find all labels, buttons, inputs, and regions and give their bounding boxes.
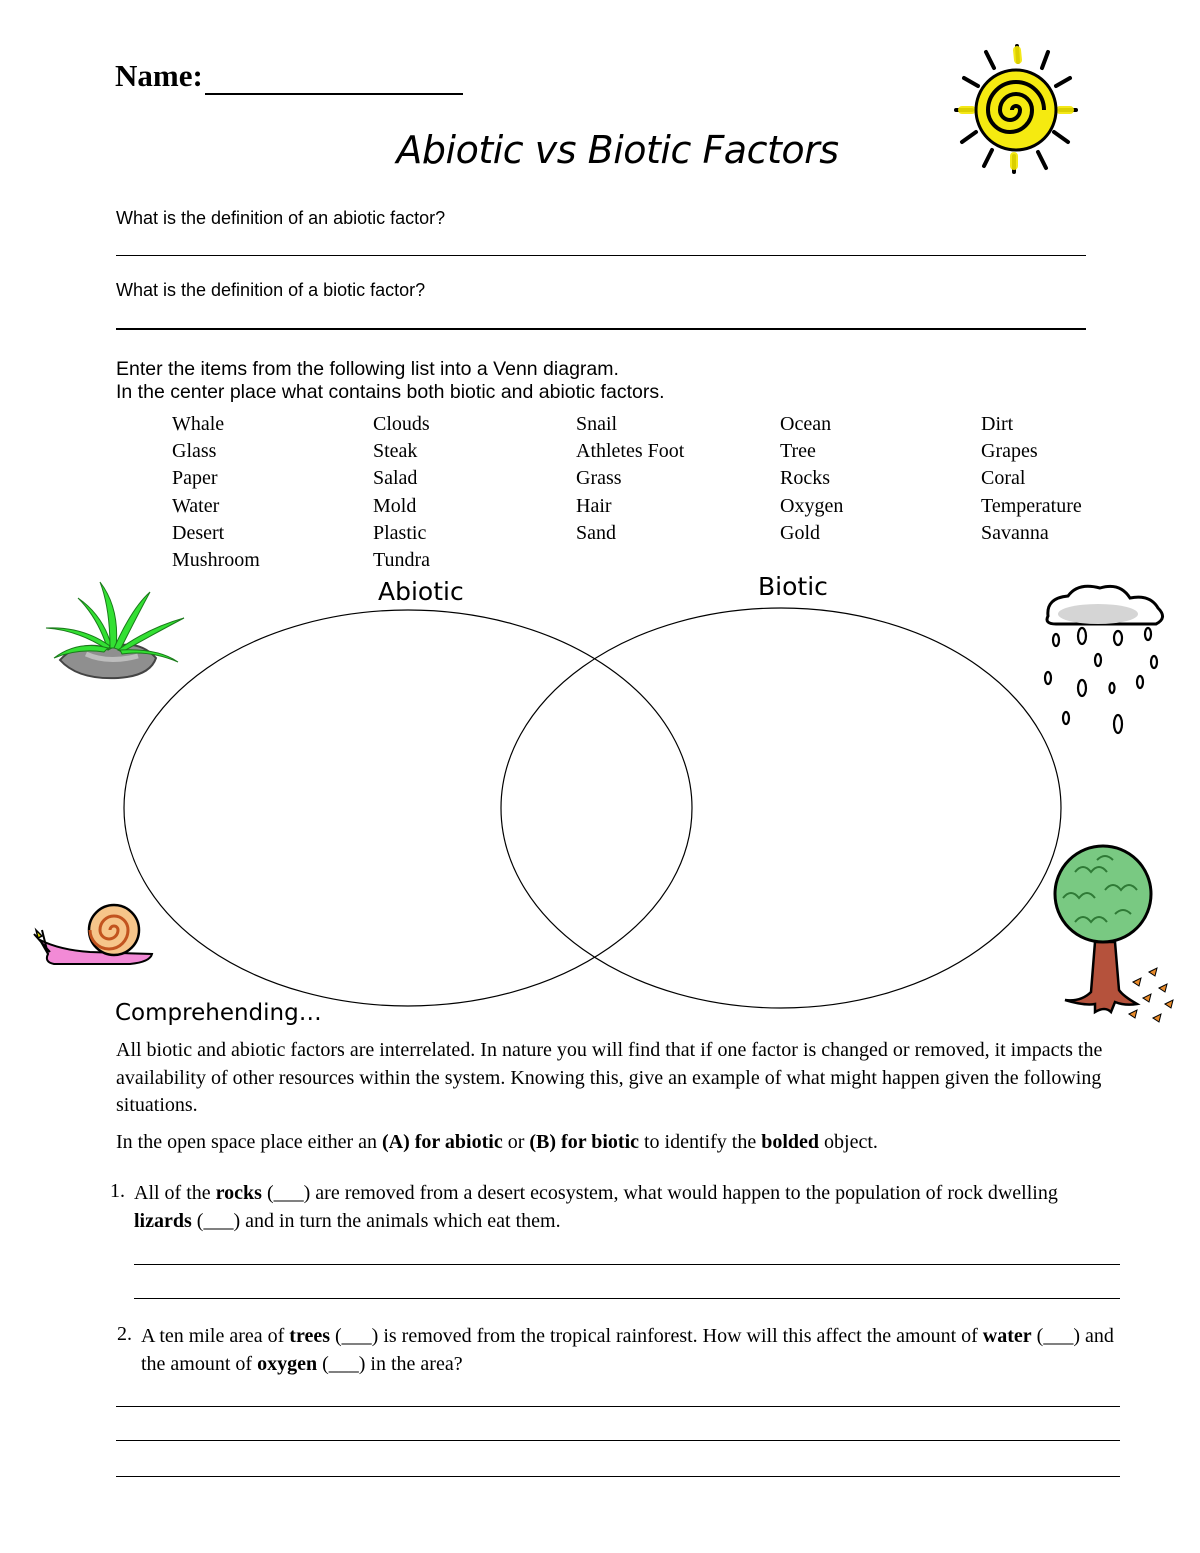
- word-item: Temperature: [981, 494, 1082, 517]
- grass-on-rock-icon: [38, 578, 188, 683]
- rain-cloud-icon: [1038, 578, 1168, 743]
- comprehending-instructions: [116, 1131, 878, 1154]
- instr-a-text: for abiotic: [414, 1131, 503, 1153]
- q1-text: (___) and in turn the animals which eat them.: [191, 1209, 561, 1232]
- instr-b-text: for biotic: [561, 1131, 639, 1153]
- venn-circle-biotic[interactable]: [501, 608, 1061, 1008]
- word-item: Steak: [373, 440, 418, 463]
- name-label: Name:: [115, 58, 203, 93]
- instr-bolded-word: bolded: [761, 1131, 820, 1153]
- venn-label-biotic: Biotic: [758, 572, 828, 601]
- q2-bold-water: water: [982, 1325, 1032, 1347]
- instr-text: to identify the: [639, 1131, 762, 1153]
- snail-icon: [30, 900, 160, 968]
- word-item: Grapes: [981, 440, 1038, 463]
- abiotic-definition-question: What is the definition of an abiotic factor?: [116, 208, 446, 228]
- question-1-answer-line[interactable]: [134, 1264, 1120, 1265]
- instr-text: object.: [819, 1131, 878, 1153]
- question-2-answer-line[interactable]: [116, 1406, 1120, 1407]
- word-item: Rocks: [780, 467, 830, 490]
- biotic-definition-question: What is the definition of a biotic factor?: [116, 280, 426, 300]
- word-item: Clouds: [373, 413, 430, 435]
- venn-label-abiotic: Abiotic: [378, 577, 464, 606]
- page-title: Abiotic vs Biotic Factors: [396, 128, 839, 172]
- word-item: Dirt: [981, 413, 1014, 435]
- word-item: Tree: [780, 440, 816, 463]
- q2-text: (___) is removed from the tropical rainforest. How will this affect the amount of: [330, 1325, 983, 1347]
- word-item: Water: [172, 494, 220, 517]
- venn-instruction-line-2: In the center place what contains both biotic and abiotic factors.: [116, 381, 665, 403]
- instr-b-label: (B): [529, 1131, 557, 1153]
- q1-bold-lizards: lizards: [134, 1209, 192, 1232]
- word-item: Paper: [172, 467, 218, 490]
- word-item: Ocean: [780, 413, 832, 435]
- q2-bold-oxygen: oxygen: [257, 1352, 318, 1375]
- word-item: Salad: [373, 467, 418, 490]
- word-item: Hair: [576, 494, 612, 517]
- word-item: Grass: [576, 467, 622, 490]
- q1-bold-rocks: rocks: [215, 1182, 262, 1204]
- q2-text: (___) and the amount of: [141, 1325, 1114, 1375]
- word-item: Gold: [780, 521, 820, 544]
- word-item: Desert: [172, 521, 225, 544]
- word-item: Whale: [172, 413, 225, 435]
- instr-text: In the open space place either an: [116, 1131, 382, 1153]
- instr-a-label: (A): [381, 1131, 410, 1153]
- question-1-number: 1.: [110, 1180, 125, 1202]
- q2-bold-trees: trees: [289, 1325, 330, 1347]
- question-1-text: [134, 1180, 1109, 1235]
- venn-circle-abiotic[interactable]: [124, 610, 692, 1006]
- word-item: Athletes Foot: [576, 440, 685, 463]
- q1-text: (___) are removed from a desert ecosystem, what would happen to the population of rock dwelling: [261, 1182, 1058, 1204]
- word-item: Oxygen: [780, 494, 844, 517]
- question-1-answer-line[interactable]: [134, 1298, 1120, 1299]
- q2-text: (___) in the area?: [317, 1352, 463, 1375]
- word-item: Savanna: [981, 521, 1049, 544]
- question-2-answer-line[interactable]: [116, 1440, 1120, 1441]
- word-item: Coral: [981, 467, 1026, 490]
- word-item: Plastic: [373, 521, 427, 544]
- q1-text: All of the: [134, 1182, 216, 1204]
- question-2-answer-line[interactable]: [116, 1476, 1120, 1477]
- word-item: Snail: [576, 413, 618, 435]
- venn-instruction-line-1: Enter the items from the following list into a Venn diagram.: [116, 358, 619, 380]
- question-2-number: 2.: [117, 1323, 132, 1345]
- tree-icon: [1045, 842, 1180, 1024]
- word-item: Glass: [172, 440, 217, 463]
- word-item: Mushroom: [172, 549, 260, 572]
- instr-text: or: [502, 1131, 530, 1153]
- question-2-text: [141, 1323, 1116, 1378]
- word-item: Tundra: [373, 549, 431, 572]
- q2-text: A ten mile area of: [141, 1325, 290, 1347]
- comprehending-paragraph: All biotic and abiotic factors are interrelated. In nature you will find that if one factor is changed or removed, it impacts the availability of other resources within the system. Knowing this, give an example of what might happen given the following situations.: [116, 1039, 1103, 1116]
- word-item: Mold: [373, 494, 417, 517]
- comprehending-heading: Comprehending…: [115, 1000, 322, 1026]
- word-item: Sand: [576, 521, 616, 544]
